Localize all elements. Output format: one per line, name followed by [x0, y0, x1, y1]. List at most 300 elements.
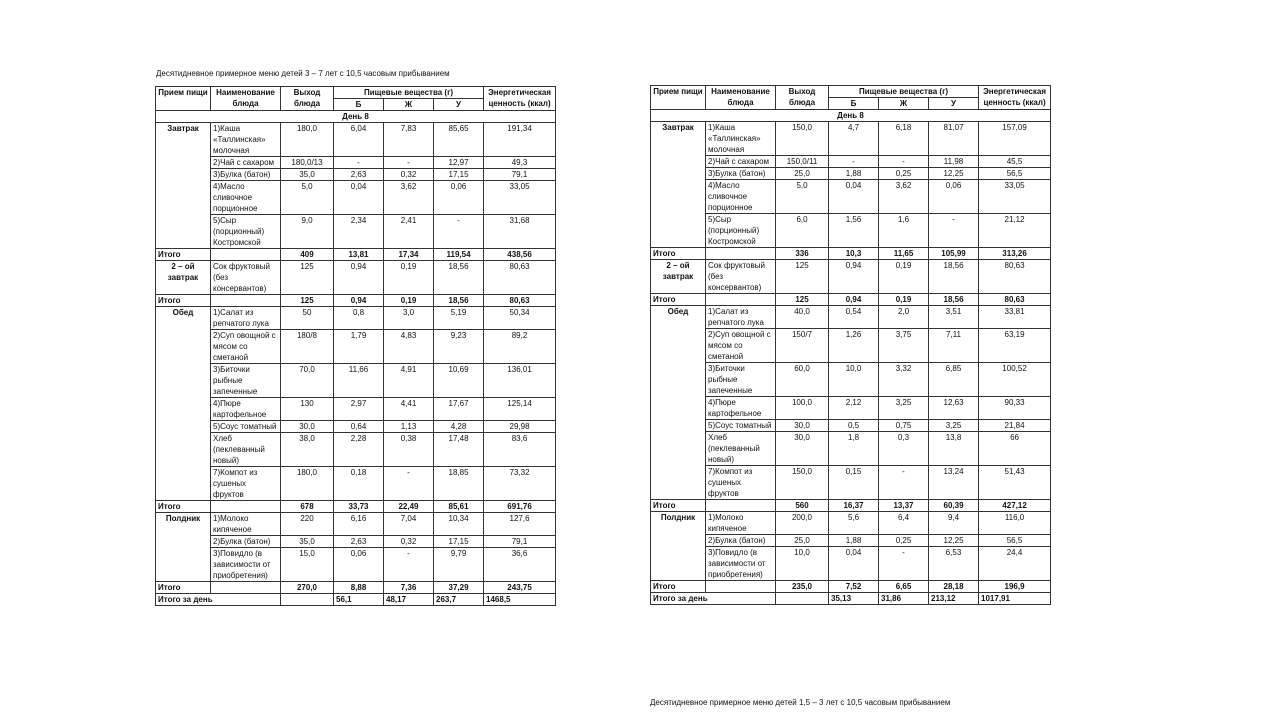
total-protein: 0,94	[829, 294, 879, 306]
carb-value: 9,23	[434, 330, 484, 364]
total-carb: 18,56	[929, 294, 979, 306]
energy-value: 100,52	[979, 363, 1051, 397]
header-u: У	[929, 98, 979, 110]
energy-value: 66	[979, 432, 1051, 466]
header-dish: Наименование блюда	[706, 86, 776, 110]
meal-name: Полдник	[651, 512, 706, 581]
dish-name: 2)Чай с сахаром	[706, 156, 776, 168]
meal-name: Завтрак	[651, 122, 706, 248]
dish-output: 38,0	[281, 433, 334, 467]
day-total-carb: 213,12	[929, 593, 979, 605]
energy-value: 79,1	[484, 169, 556, 181]
total-carb: 119,54	[434, 249, 484, 261]
dish-name: 2)Чай с сахаром	[211, 157, 281, 169]
fat-value: 0,25	[879, 168, 929, 180]
header-energy: Энергетическая ценность (ккал)	[484, 87, 556, 111]
dish-name: 1)Каша «Таллинская» молочная	[706, 122, 776, 156]
total-label: Итого	[651, 294, 706, 306]
dish-name: Хлеб (пеклеванный новый)	[706, 432, 776, 466]
protein-value: 0,04	[829, 180, 879, 214]
energy-value: 157,09	[979, 122, 1051, 156]
table-row	[156, 548, 556, 582]
header-nutrients: Пищевые вещества (г)	[334, 87, 484, 99]
day-total-row	[156, 594, 556, 606]
dish-output: 180,0	[281, 467, 334, 501]
fat-value: 0,19	[879, 260, 929, 294]
dish-name: 4)Пюре картофельное	[706, 397, 776, 420]
protein-value: 1,79	[334, 330, 384, 364]
day-total-row	[651, 593, 1051, 605]
day-label: День 8	[156, 111, 556, 123]
table-row	[156, 261, 556, 295]
energy-value: 33,05	[979, 180, 1051, 214]
header-b: Б	[829, 98, 879, 110]
total-row	[651, 248, 1051, 260]
dish-name: Сок фруктовый (без консервантов)	[706, 260, 776, 294]
dish-output: 130	[281, 398, 334, 421]
total-energy: 80,63	[484, 295, 556, 307]
energy-value: 83,6	[484, 433, 556, 467]
fat-value: 3,32	[879, 363, 929, 397]
header-b: Б	[334, 99, 384, 111]
dish-output: 180,0	[281, 123, 334, 157]
fat-value: 3,25	[879, 397, 929, 420]
dish-name: 4)Масло сливочное порционное	[706, 180, 776, 214]
total-output: 336	[776, 248, 829, 260]
dish-output: 70,0	[281, 364, 334, 398]
protein-value: 6,04	[334, 123, 384, 157]
total-empty	[211, 501, 281, 513]
protein-value: 1,8	[829, 432, 879, 466]
dish-name: 5)Сыр (порционный) Костромской	[706, 214, 776, 248]
energy-value: 116,0	[979, 512, 1051, 535]
table-row	[156, 398, 556, 421]
header-meal: Прием пищи	[651, 86, 706, 110]
carb-value: 10,34	[434, 513, 484, 536]
fat-value: -	[384, 548, 434, 582]
dish-name: 3)Булка (батон)	[706, 168, 776, 180]
header-row	[651, 86, 1051, 98]
dish-output: 150,0/11	[776, 156, 829, 168]
table-row	[156, 536, 556, 548]
day-total-label: Итого за день	[651, 593, 776, 605]
meal-name: Завтрак	[156, 123, 211, 249]
carb-value: 9,79	[434, 548, 484, 582]
day-total-protein: 35,13	[829, 593, 879, 605]
protein-value: 0,06	[334, 548, 384, 582]
energy-value: 21,12	[979, 214, 1051, 248]
carb-value: 5,19	[434, 307, 484, 330]
fat-value: 3,62	[384, 181, 434, 215]
energy-value: 79,1	[484, 536, 556, 548]
protein-value: 10,0	[829, 363, 879, 397]
total-carb: 105,99	[929, 248, 979, 260]
carb-value: 17,67	[434, 398, 484, 421]
day-total-protein: 56,1	[334, 594, 384, 606]
carb-value: 10,69	[434, 364, 484, 398]
dish-name: 3)Биточки рыбные запеченные	[211, 364, 281, 398]
dish-name: 7)Компот из сушеных фруктов	[211, 467, 281, 501]
table-row	[651, 180, 1051, 214]
meal-name: Обед	[156, 307, 211, 501]
table-row	[156, 307, 556, 330]
carb-value: -	[929, 214, 979, 248]
carb-value: 13,8	[929, 432, 979, 466]
protein-value: 0,04	[334, 181, 384, 215]
carb-value: 17,48	[434, 433, 484, 467]
table-row	[156, 330, 556, 364]
table-row	[651, 397, 1051, 420]
fat-value: 0,19	[384, 261, 434, 295]
total-carb: 28,18	[929, 581, 979, 593]
energy-value: 33,81	[979, 306, 1051, 329]
protein-value: 6,16	[334, 513, 384, 536]
fat-value: 4,91	[384, 364, 434, 398]
energy-value: 127,6	[484, 513, 556, 536]
table-row	[651, 306, 1051, 329]
dish-output: 220	[281, 513, 334, 536]
table-row	[651, 512, 1051, 535]
protein-value: 0,54	[829, 306, 879, 329]
header-meal: Прием пищи	[156, 87, 211, 111]
dish-name: 5)Соус томатный	[706, 420, 776, 432]
header-zh: Ж	[384, 99, 434, 111]
total-fat: 7,36	[384, 582, 434, 594]
total-fat: 6,65	[879, 581, 929, 593]
dish-name: 2)Суп овощной с мясом со сметаной	[706, 329, 776, 363]
dish-name: 7)Компот из сушеных фруктов	[706, 466, 776, 500]
table-row	[156, 123, 556, 157]
energy-value: 21,84	[979, 420, 1051, 432]
table-row	[156, 364, 556, 398]
table-row	[651, 168, 1051, 180]
total-row	[156, 249, 556, 261]
total-row	[156, 582, 556, 594]
dish-output: 150/7	[776, 329, 829, 363]
fat-value: -	[879, 547, 929, 581]
left-menu-table	[155, 86, 556, 606]
dish-output: 100,0	[776, 397, 829, 420]
total-energy: 80,63	[979, 294, 1051, 306]
total-protein: 33,73	[334, 501, 384, 513]
energy-value: 73,32	[484, 467, 556, 501]
total-protein: 7,52	[829, 581, 879, 593]
day-total-energy: 1017,91	[979, 593, 1051, 605]
total-output: 125	[281, 295, 334, 307]
carb-value: 12,63	[929, 397, 979, 420]
fat-value: 0,3	[879, 432, 929, 466]
dish-output: 180,0/13	[281, 157, 334, 169]
energy-value: 56,5	[979, 168, 1051, 180]
fat-value: 4,83	[384, 330, 434, 364]
total-protein: 0,94	[334, 295, 384, 307]
dish-output: 150,0	[776, 122, 829, 156]
total-output: 409	[281, 249, 334, 261]
day-total-empty	[776, 593, 829, 605]
protein-value: 2,34	[334, 215, 384, 249]
total-carb: 37,29	[434, 582, 484, 594]
right-menu-table	[650, 85, 1051, 605]
total-output: 270,0	[281, 582, 334, 594]
total-fat: 22,49	[384, 501, 434, 513]
fat-value: 3,75	[879, 329, 929, 363]
energy-value: 80,63	[484, 261, 556, 295]
dish-output: 30,0	[776, 420, 829, 432]
protein-value: 11,66	[334, 364, 384, 398]
total-energy: 196,9	[979, 581, 1051, 593]
total-row	[156, 295, 556, 307]
dish-output: 9,0	[281, 215, 334, 249]
carb-value: 3,25	[929, 420, 979, 432]
fat-value: 3,0	[384, 307, 434, 330]
fat-value: -	[384, 157, 434, 169]
header-dish: Наименование блюда	[211, 87, 281, 111]
dish-output: 150,0	[776, 466, 829, 500]
energy-value: 90,33	[979, 397, 1051, 420]
table-row	[156, 467, 556, 501]
header-energy: Энергетическая ценность (ккал)	[979, 86, 1051, 110]
dish-name: 2)Булка (батон)	[706, 535, 776, 547]
dish-output: 5,0	[776, 180, 829, 214]
carb-value: 3,51	[929, 306, 979, 329]
fat-value: 2,41	[384, 215, 434, 249]
dish-output: 35,0	[281, 169, 334, 181]
total-empty	[706, 294, 776, 306]
dish-name: 3)Булка (батон)	[211, 169, 281, 181]
fat-value: -	[879, 156, 929, 168]
fat-value: 7,04	[384, 513, 434, 536]
table-row	[651, 156, 1051, 168]
table-row	[651, 122, 1051, 156]
day-total-empty	[281, 594, 334, 606]
protein-value: 0,8	[334, 307, 384, 330]
table-row	[156, 513, 556, 536]
total-label: Итого	[156, 582, 211, 594]
total-empty	[211, 249, 281, 261]
total-fat: 0,19	[384, 295, 434, 307]
left-menu-caption: Десятидневное примерное меню детей 3 – 7 лет с 10,5 часовым прибыванием	[156, 69, 450, 78]
energy-value: 125,14	[484, 398, 556, 421]
day-total-energy: 1468,5	[484, 594, 556, 606]
table-row	[651, 260, 1051, 294]
carb-value: 13,24	[929, 466, 979, 500]
fat-value: 1,13	[384, 421, 434, 433]
dish-output: 25,0	[776, 535, 829, 547]
total-label: Итого	[651, 500, 706, 512]
dish-output: 60,0	[776, 363, 829, 397]
protein-value: -	[334, 157, 384, 169]
total-fat: 13,37	[879, 500, 929, 512]
dish-name: 2)Булка (батон)	[211, 536, 281, 548]
carb-value: 17,15	[434, 536, 484, 548]
dish-name: 5)Сыр (порционный) Костромской	[211, 215, 281, 249]
protein-value: 0,94	[334, 261, 384, 295]
meal-name: 2 – ой завтрак	[156, 261, 211, 295]
dish-output: 15,0	[281, 548, 334, 582]
total-protein: 10,3	[829, 248, 879, 260]
table-row	[651, 214, 1051, 248]
dish-output: 180/8	[281, 330, 334, 364]
energy-value: 49,3	[484, 157, 556, 169]
energy-value: 191,34	[484, 123, 556, 157]
dish-name: Хлеб (пеклеванный новый)	[211, 433, 281, 467]
total-energy: 313,26	[979, 248, 1051, 260]
energy-value: 89,2	[484, 330, 556, 364]
fat-value: 0,32	[384, 536, 434, 548]
dish-name: 4)Масло сливочное порционное	[211, 181, 281, 215]
protein-value: 0,15	[829, 466, 879, 500]
carb-value: 12,97	[434, 157, 484, 169]
fat-value: 0,75	[879, 420, 929, 432]
table-row	[651, 535, 1051, 547]
fat-value: 6,18	[879, 122, 929, 156]
table-row	[156, 169, 556, 181]
total-row	[651, 500, 1051, 512]
total-fat: 11,65	[879, 248, 929, 260]
fat-value: -	[384, 467, 434, 501]
energy-value: 33,05	[484, 181, 556, 215]
dish-name: 5)Соус томатный	[211, 421, 281, 433]
dish-output: 125	[776, 260, 829, 294]
protein-value: -	[829, 156, 879, 168]
carb-value: 12,25	[929, 535, 979, 547]
protein-value: 2,28	[334, 433, 384, 467]
protein-value: 0,94	[829, 260, 879, 294]
day-total-label: Итого за день	[156, 594, 281, 606]
header-nutrients: Пищевые вещества (г)	[829, 86, 979, 98]
total-label: Итого	[651, 248, 706, 260]
total-carb: 18,56	[434, 295, 484, 307]
dish-name: 1)Салат из репчатого лука	[211, 307, 281, 330]
total-empty	[706, 500, 776, 512]
total-row	[651, 294, 1051, 306]
meal-name: 2 – ой завтрак	[651, 260, 706, 294]
carb-value: -	[434, 215, 484, 249]
dish-output: 5,0	[281, 181, 334, 215]
protein-value: 2,63	[334, 169, 384, 181]
carb-value: 11,98	[929, 156, 979, 168]
table-row	[651, 432, 1051, 466]
protein-value: 0,18	[334, 467, 384, 501]
total-output: 235,0	[776, 581, 829, 593]
header-output: Выход блюда	[281, 87, 334, 111]
carb-value: 7,11	[929, 329, 979, 363]
fat-value: 0,32	[384, 169, 434, 181]
protein-value: 1,88	[829, 535, 879, 547]
total-output: 678	[281, 501, 334, 513]
dish-name: 3)Повидло (в зависимости от приобретения)	[706, 547, 776, 581]
meal-name: Обед	[651, 306, 706, 500]
table-row	[156, 433, 556, 467]
day-row	[156, 111, 556, 123]
table-row	[651, 547, 1051, 581]
energy-value: 51,43	[979, 466, 1051, 500]
dish-name: 1)Молоко кипяченое	[706, 512, 776, 535]
fat-value: 6,4	[879, 512, 929, 535]
dish-output: 25,0	[776, 168, 829, 180]
day-row	[651, 110, 1051, 122]
meal-name: Полдник	[156, 513, 211, 582]
protein-value: 1,56	[829, 214, 879, 248]
dish-output: 35,0	[281, 536, 334, 548]
energy-value: 29,98	[484, 421, 556, 433]
dish-name: 3)Повидло (в зависимости от приобретения)	[211, 548, 281, 582]
protein-value: 4,7	[829, 122, 879, 156]
total-empty	[211, 582, 281, 594]
protein-value: 0,04	[829, 547, 879, 581]
carb-value: 18,56	[929, 260, 979, 294]
carb-value: 4,28	[434, 421, 484, 433]
table-row	[651, 420, 1051, 432]
dish-output: 6,0	[776, 214, 829, 248]
total-empty	[706, 581, 776, 593]
dish-output: 30,0	[281, 421, 334, 433]
table-row	[651, 329, 1051, 363]
total-carb: 60,39	[929, 500, 979, 512]
dish-output: 10,0	[776, 547, 829, 581]
energy-value: 56,5	[979, 535, 1051, 547]
total-label: Итого	[156, 501, 211, 513]
right-menu-caption: Десятидневное примерное меню детей 1,5 – 3 лет с 10,5 часовым прибыванием	[650, 698, 951, 707]
dish-output: 125	[281, 261, 334, 295]
carb-value: 18,56	[434, 261, 484, 295]
energy-value: 24,4	[979, 547, 1051, 581]
carb-value: 18,85	[434, 467, 484, 501]
total-energy: 691,76	[484, 501, 556, 513]
dish-name: 1)Салат из репчатого лука	[706, 306, 776, 329]
dish-name: Сок фруктовый (без консервантов)	[211, 261, 281, 295]
total-fat: 0,19	[879, 294, 929, 306]
dish-output: 200,0	[776, 512, 829, 535]
fat-value: 2,0	[879, 306, 929, 329]
fat-value: 0,25	[879, 535, 929, 547]
dish-name: 1)Молоко кипяченое	[211, 513, 281, 536]
total-label: Итого	[156, 295, 211, 307]
dish-output: 40,0	[776, 306, 829, 329]
total-protein: 16,37	[829, 500, 879, 512]
energy-value: 36,6	[484, 548, 556, 582]
energy-value: 45,5	[979, 156, 1051, 168]
total-energy: 243,75	[484, 582, 556, 594]
carb-value: 6,53	[929, 547, 979, 581]
table-row	[156, 157, 556, 169]
total-row	[156, 501, 556, 513]
header-zh: Ж	[879, 98, 929, 110]
header-u: У	[434, 99, 484, 111]
protein-value: 5,6	[829, 512, 879, 535]
fat-value: 4,41	[384, 398, 434, 421]
total-label: Итого	[156, 249, 211, 261]
total-empty	[706, 248, 776, 260]
dish-name: 3)Биточки рыбные запеченные	[706, 363, 776, 397]
fat-value: 3,62	[879, 180, 929, 214]
carb-value: 9,4	[929, 512, 979, 535]
carb-value: 81,07	[929, 122, 979, 156]
table-row	[156, 181, 556, 215]
table-row	[651, 363, 1051, 397]
protein-value: 1,88	[829, 168, 879, 180]
total-output: 125	[776, 294, 829, 306]
protein-value: 2,63	[334, 536, 384, 548]
dish-output: 30,0	[776, 432, 829, 466]
total-row	[651, 581, 1051, 593]
fat-value: 7,83	[384, 123, 434, 157]
carb-value: 0,06	[434, 181, 484, 215]
carb-value: 12,25	[929, 168, 979, 180]
energy-value: 50,34	[484, 307, 556, 330]
dish-name: 1)Каша «Таллинская» молочная	[211, 123, 281, 157]
fat-value: 1,6	[879, 214, 929, 248]
